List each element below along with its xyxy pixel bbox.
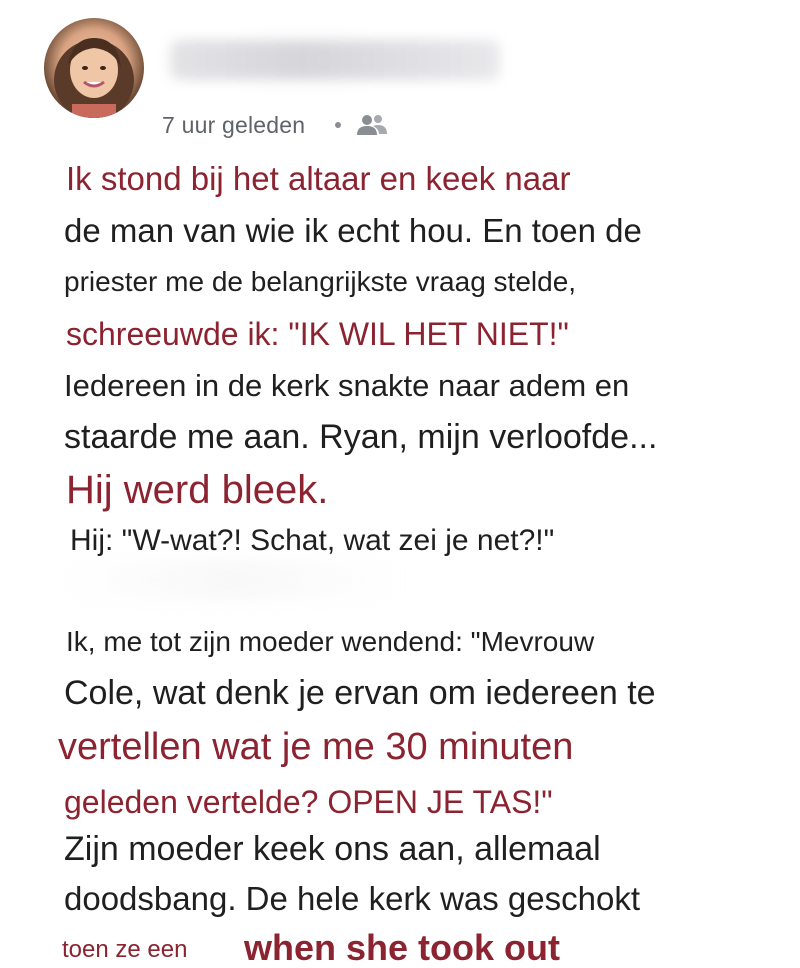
blurred-artifact (60, 560, 400, 600)
post-meta (162, 108, 389, 142)
post-text-line: Zijn moeder keek ons aan, allemaal (64, 830, 601, 868)
post-text-line: geleden vertelde? OPEN JE TAS!" (64, 784, 553, 820)
post-text-line: priester me de belangrijkste vraag stelde, (64, 266, 577, 297)
post-text-line: Cole, wat denk je ervan om iedereen te (64, 674, 656, 712)
separator-dot (335, 122, 341, 128)
post-text-line: de man van wie ik echt hou. En toen de (64, 212, 642, 249)
post-text-line: Hij: "W-wat?! Schat, wat zei je net?!" (70, 524, 555, 557)
avatar-portrait (44, 18, 144, 118)
friends-icon[interactable] (355, 111, 389, 139)
post-text-line: Ik, me tot zijn moeder wendend: "Mevrouw (66, 626, 595, 657)
author-name[interactable] (170, 40, 500, 80)
post-text-line: staarde me aan. Ryan, mijn verloofde... (64, 418, 658, 456)
author-avatar[interactable] (44, 18, 144, 118)
post-text-line: Ik stond bij het altaar en keek naar (66, 160, 571, 197)
post-text-line: Hij werd bleek. (66, 468, 329, 512)
post-text-line: vertellen wat je me 30 minuten (58, 726, 574, 768)
post-text-line: schreeuwde ik: "IK WIL HET NIET!" (66, 316, 569, 352)
post-text-line: Iedereen in de kerk snakte naar adem en (64, 368, 630, 403)
post-text-line: doodsbang. De hele kerk was geschokt (64, 880, 641, 917)
post-text-line-cut: toen ze een (62, 936, 188, 963)
post-timestamp[interactable]: 7 uur geleden (162, 111, 306, 138)
post-text-line-cut: when she took out (244, 927, 561, 968)
